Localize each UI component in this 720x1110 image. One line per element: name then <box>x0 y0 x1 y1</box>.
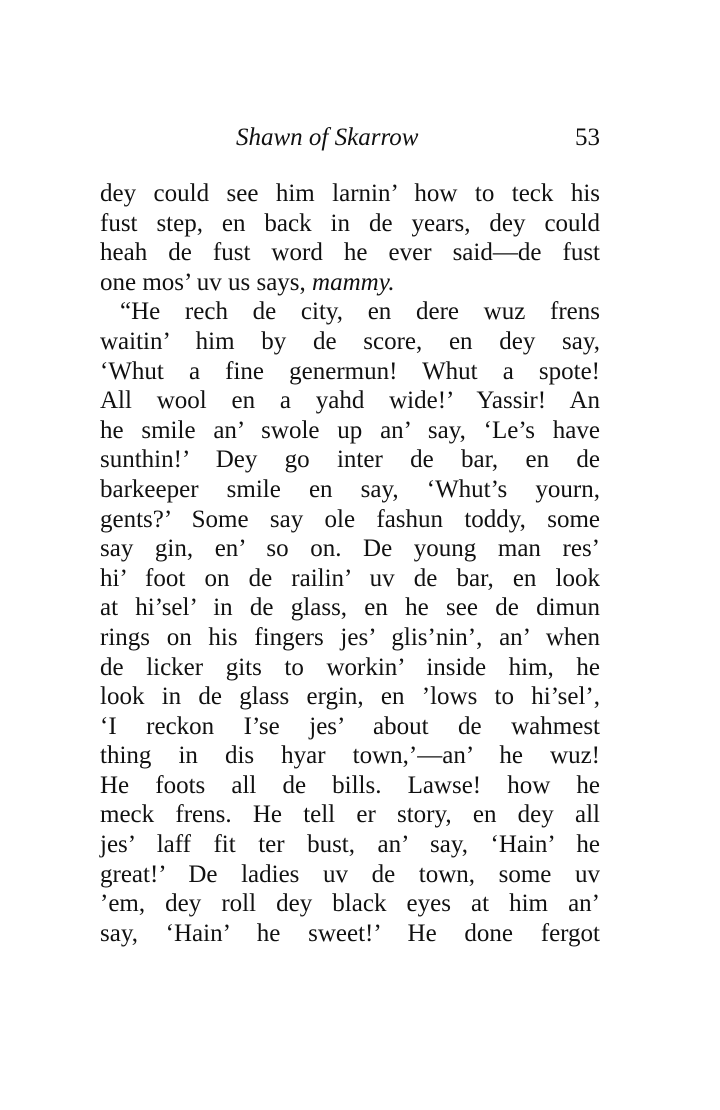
body-text <box>100 179 600 948</box>
text-line: heah de fust word he ever said—de fust <box>100 239 600 267</box>
text-line: ’em, dey roll dey black eyes at him an’ <box>100 890 600 918</box>
text-line: jes’ laff fit ter bust, an’ say, ‘Hain’ he <box>100 831 600 859</box>
text-line: thing in dis hyar town,’—an’ he wuz! <box>100 742 600 770</box>
text-line: say, ‘Hain’ he sweet!’ He done fergot <box>100 919 600 947</box>
page-number: 53 <box>575 124 600 151</box>
text-line: ‘Whut a fine genermun! Whut a spote! <box>100 357 600 385</box>
text-line: say gin, en’ so on. De young man res’ <box>100 535 600 563</box>
text-line: de licker gits to workin’ inside him, he <box>100 653 600 681</box>
text-line: gents?’ Some say ole fashun toddy, some <box>100 505 600 533</box>
text-line: he smile an’ swole up an’ say, ‘Le’s have <box>100 416 600 444</box>
text-line-segment: one mos’ uv us says, <box>100 268 306 296</box>
text-line: sunthin!’ Dey go inter de bar, en de <box>100 446 600 474</box>
text-line: He foots all de bills. Lawse! how he <box>100 771 600 799</box>
text-line: meck frens. He tell er story, en dey all <box>100 801 600 829</box>
running-head <box>100 118 600 158</box>
text-line: fust step, en back in de years, dey could <box>100 209 600 237</box>
text-line: hi’ foot on de railin’ uv de bar, en look <box>100 564 600 592</box>
text-line: barkeeper smile en say, ‘Whut’s yourn, <box>100 475 600 503</box>
text-line-paragraph-end <box>100 268 600 298</box>
text-line: ‘I reckon I’se jes’ about de wahmest <box>100 712 600 740</box>
text-line: All wool en a yahd wide!’ Yassir! An <box>100 387 600 415</box>
text-line: at hi’sel’ in de glass, en he see de dimun <box>100 594 600 622</box>
italic-word: mammy. <box>312 268 395 296</box>
text-line-paragraph-start: “He rech de city, en dere wuz frens <box>120 298 600 326</box>
text-line: great!’ De ladies uv de town, some uv <box>100 860 600 888</box>
text-line: waitin’ him by de score, en dey say, <box>100 327 600 355</box>
text-line: rings on his fingers jes’ glis’nin’, an’ when <box>100 623 600 651</box>
running-title: Shawn of Skarrow <box>236 124 419 151</box>
text-line: dey could see him larnin’ how to teck his <box>100 180 600 207</box>
text-line: look in de glass ergin, en ’lows to hi’sel’, <box>100 683 600 711</box>
